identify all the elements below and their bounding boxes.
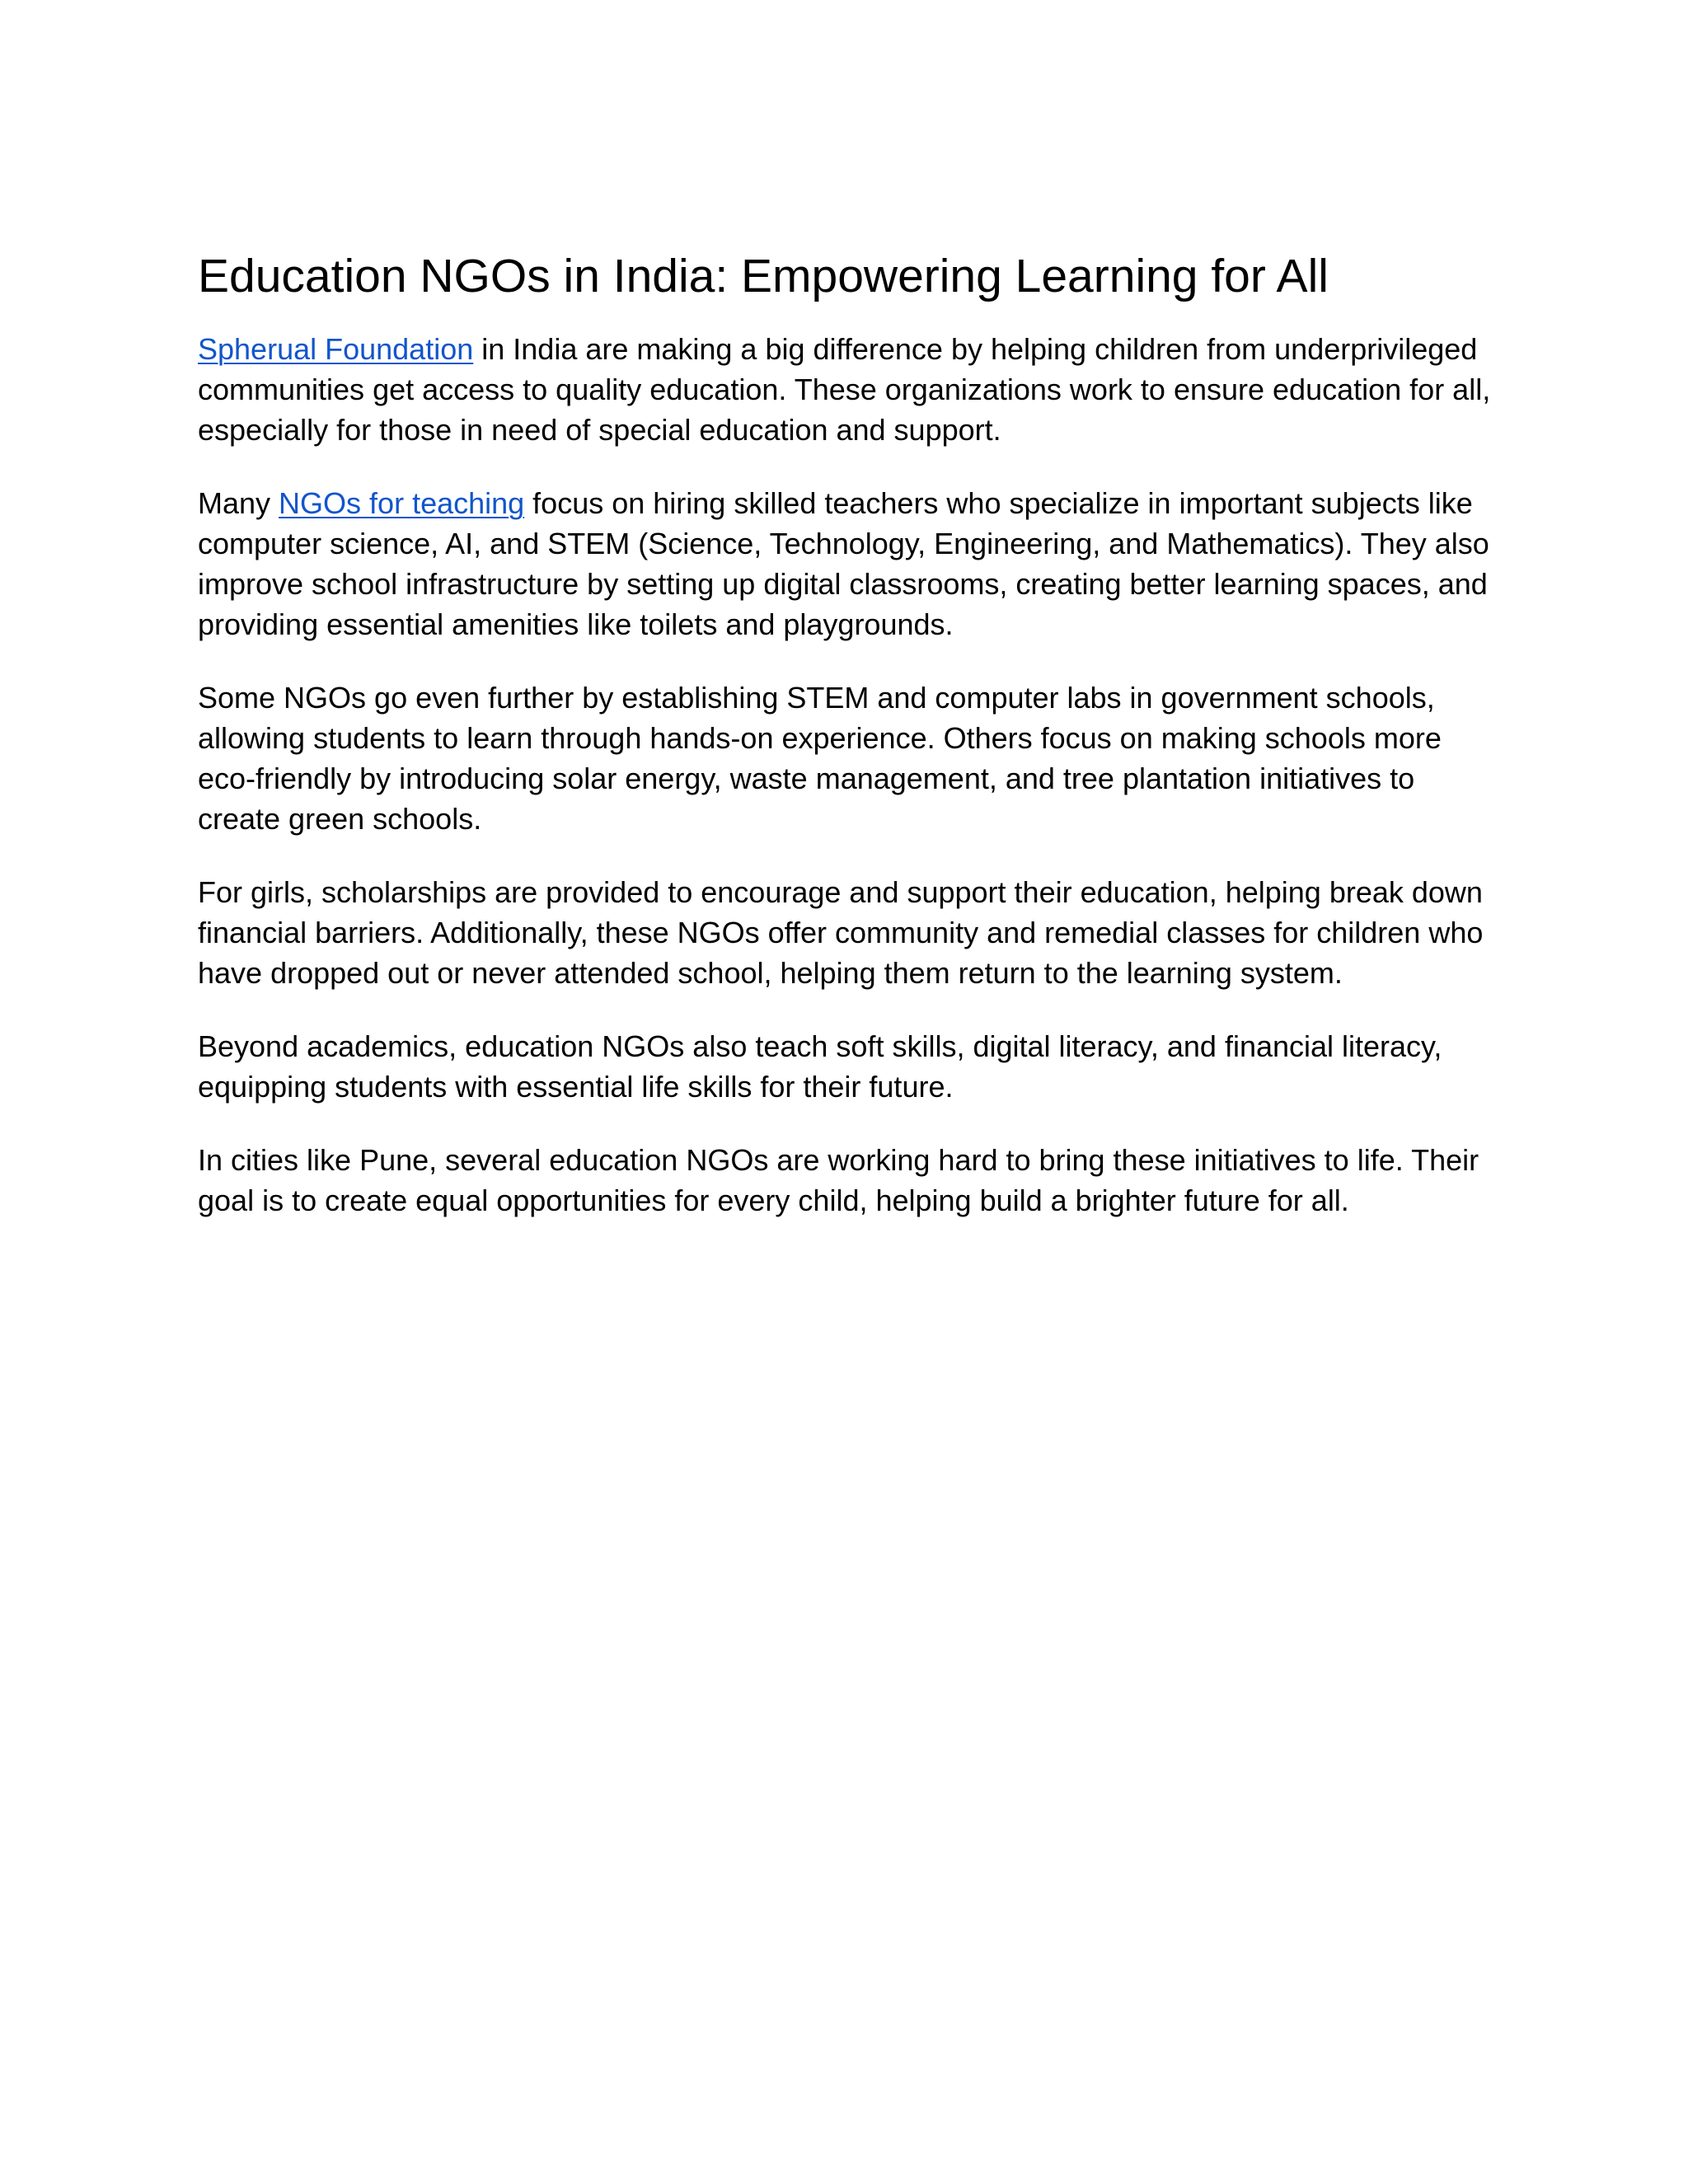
paragraph-1-text: in India are making a big difference by helping children from underprivileged communities get access to quality education. These organizations work to ensure education for all, especially for those in need of special education and support. (198, 332, 1491, 447)
page-title: Education NGOs in India: Empowering Learning for All (198, 250, 1329, 302)
paragraph-2-text: focus on hiring skilled teachers who specialize in important subjects like computer science, AI, and STEM (Science, Technology, Engineering, and Mathematics). They also improve school infrastructure by setting up digital classrooms, creating better learning spaces, and providing essential amenities like toilets and playgrounds. (198, 486, 1489, 641)
paragraph-2 (198, 483, 1500, 644)
link-spherual-foundation[interactable]: Spherual Foundation (198, 332, 474, 366)
paragraph-1 (198, 329, 1500, 450)
paragraph-4: For girls, scholarships are provided to encourage and support their education, helping break down financial barriers. Additionally, these NGOs offer community and remedial classes for children who have dropped out or never attended school, helping them return to the learning system. (198, 875, 1484, 990)
paragraph-2-lead: Many (198, 486, 279, 520)
paragraph-5: Beyond academics, education NGOs also teach soft skills, digital literacy, and financial literacy, equipping students with essential life skills for their future. (198, 1029, 1442, 1104)
paragraph-3: Some NGOs go even further by establishing STEM and computer labs in government schools, allowing students to learn through hands-on experience. Others focus on making schools more eco-friendly by introducing solar energy, waste management, and tree plantation initiatives to create green schools. (198, 681, 1442, 836)
paragraph-6: In cities like Pune, several education NGOs are working hard to bring these initiatives to life. Their goal is to create equal opportunities for every child, helping build a brighter future for all. (198, 1143, 1479, 1217)
link-ngos-for-teaching[interactable]: NGOs for teaching (279, 486, 525, 520)
document-page (198, 243, 1500, 1254)
